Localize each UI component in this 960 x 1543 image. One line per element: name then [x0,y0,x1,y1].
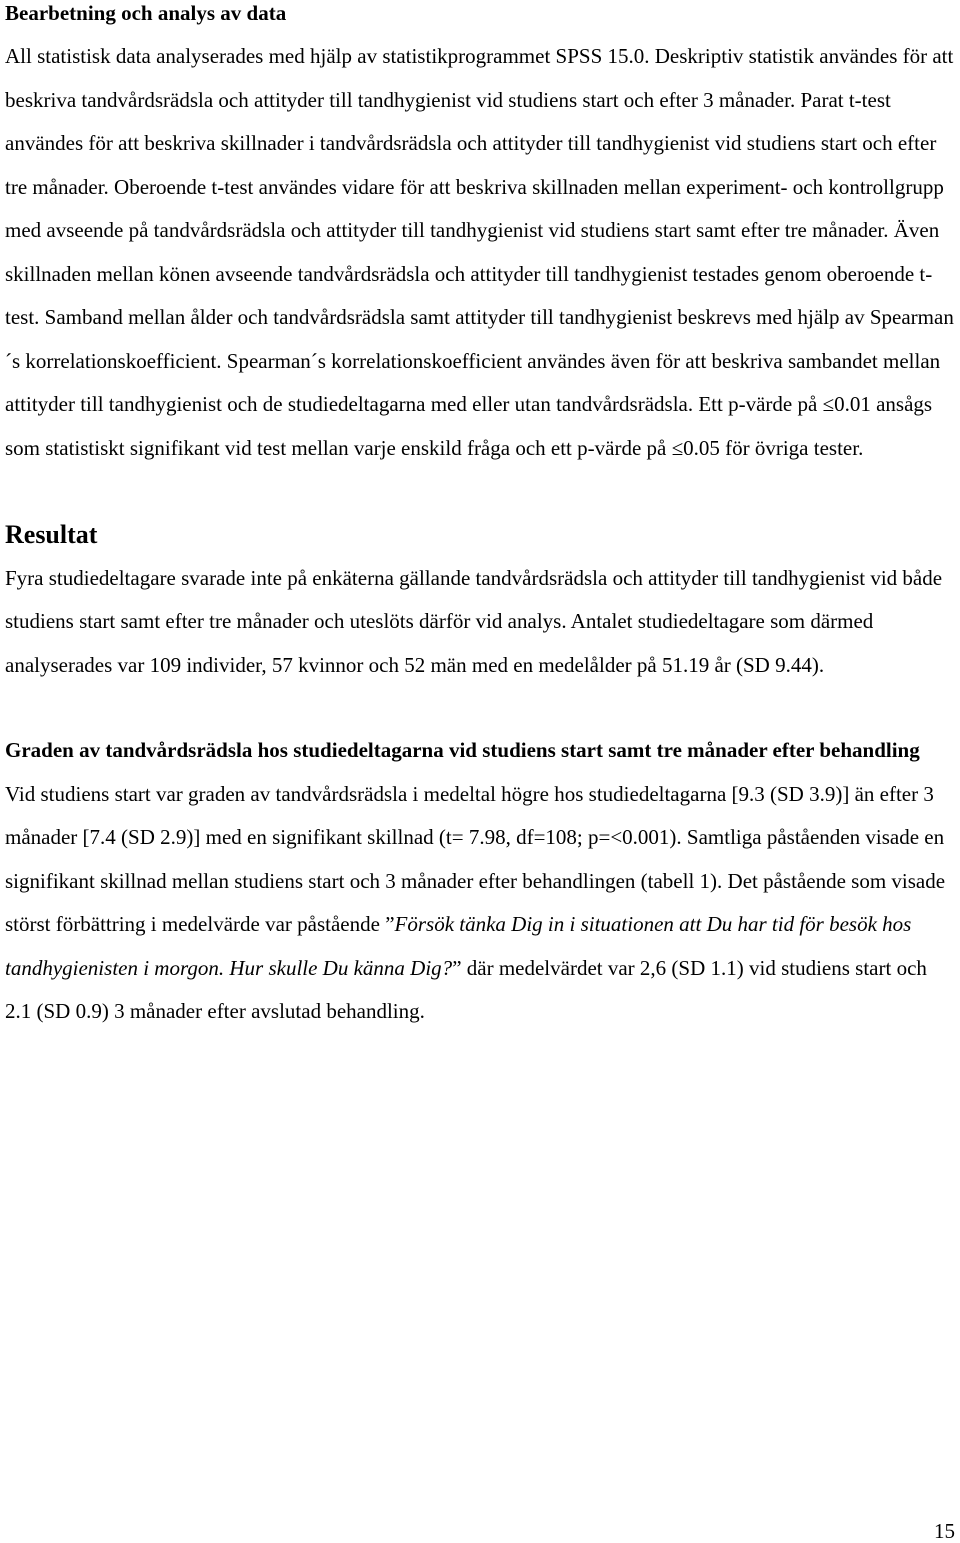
paragraph-fear-degree-start: Vid studiens start var graden av tandvårdsrädsla i medeltal högre hos studiedeltagarna [9.3 (SD 3.9)] än efter 3 månader [7.4 (SD 2.9)] med en signifikant skillnad (t= 7.98, df=108; p=<0.001). Samtliga påståenden visade en signifikant skillnad mellan studiens start och 3 månader efter behandlingen (tabell 1). Det påstående som visade störst förbättring i medelvärde var påstående ” [5,781,946,936]
section-heading-results: Resultat [5,520,98,549]
section-heading-fear-degree: Graden av tandvårdsrädsla hos studiedeltagarna vid studiens start samt tre månader efter behandling [5,738,920,762]
page-content [5,0,955,1034]
section-heading-data-analysis: Bearbetning och analys av data [5,1,287,25]
paragraph-data-analysis: All statistisk data analyserades med hjälp av statistikprogrammet SPSS 15.0. Deskriptiv statistik användes för att beskriva tandvårdsrädsla och attityder till tandhygienist vid studiens start och efter 3 månader. Parat t-test användes för att beskriva skillnader i tandvårdsrädsla och attityder till tandhygienist vid studiens start och efter tre månader. Oberoende t-test användes vidare för att beskriva skillnaden mellan experiment- och kontrollgrupp med avseende på tandvårdsrädsla och attityder till tandhygienist vid studiens start samt efter tre månader. Även skillnaden mellan könen avseende tandvårdsrädsla och attityder till tandhygienist testades genom oberoende t-test. Samband mellan ålder och tandvårdsrädsla samt attityder till tandhygienist beskrevs med hjälp av Spearman´s korrelationskoefficient. Spearman´s korrelationskoefficient användes även för att beskriva sambandet mellan attityder till tandhygienist och de studiedeltagarna med eller utan tandvårdsrädsla. Ett p-värde på ≤0.01 ansågs som statistiskt signifikant vid test mellan varje enskild fråga och ett p-värde på ≤0.05 för övriga tester. [5,44,954,460]
page-number: 15 [934,1519,955,1543]
paragraph-fear-degree [5,773,955,1034]
paragraph-fear-degree-quote: Försök tänka Dig in i situationen att Du har tid för besök hos tandhygienisten i morgon. Hur skulle Du känna Dig? [5,912,912,980]
paragraph-fear-degree-end: ” där medelvärdet var 2,6 (SD 1.1) vid studiens start och 2.1 (SD 0.9) 3 månader efter avslutad behandling. [5,955,927,1023]
paragraph-results: Fyra studiedeltagare svarade inte på enkäterna gällande tandvårdsrädsla och attityder till tandhygienist vid både studiens start samt efter tre månader och uteslöts därför vid analys. Antalet studiedeltagare som därmed analyserades var 109 individer, 57 kvinnor och 52 män med en medelålder på 51.19 år (SD 9.44). [5,565,943,677]
